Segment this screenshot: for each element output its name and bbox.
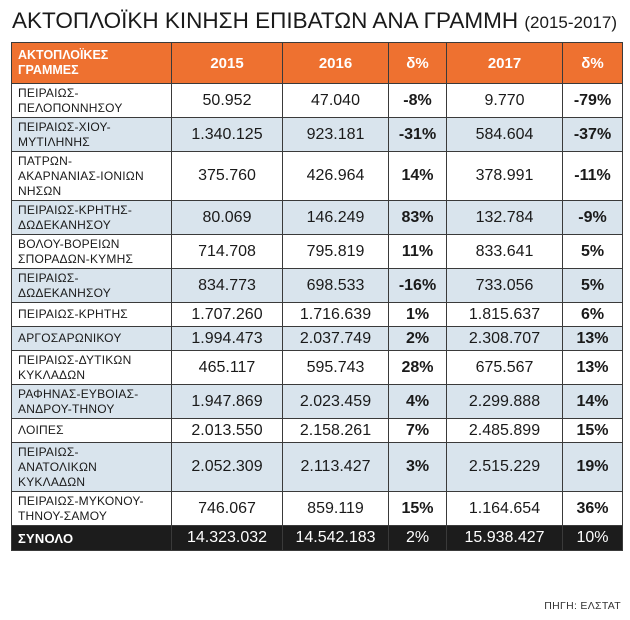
table-row xyxy=(12,84,623,118)
table-row xyxy=(12,443,623,492)
table-row xyxy=(12,118,623,152)
value-2016: 47.040 xyxy=(283,84,389,118)
value-2016: 146.249 xyxy=(283,201,389,235)
line-name-part: ΠΕΛΟΠΟΝΝΗΣΟΥ xyxy=(18,100,123,115)
table-row xyxy=(12,152,623,201)
line-name-cell xyxy=(12,84,172,118)
value-2015: 465.117 xyxy=(172,351,283,385)
value-2016: 698.533 xyxy=(283,269,389,303)
value-2016: 923.181 xyxy=(283,118,389,152)
delta-2: -9% xyxy=(563,201,623,235)
header-2015: 2015 xyxy=(172,43,283,84)
line-name-part: ΠΕΙΡΑΙΩΣ- xyxy=(18,270,79,285)
delta-2: 36% xyxy=(563,492,623,526)
delta-1: -31% xyxy=(389,118,447,152)
value-2017: 2.299.888 xyxy=(447,385,563,419)
table-row xyxy=(12,303,623,327)
line-name-part: ΛΟΙΠΕΣ xyxy=(18,423,64,437)
total-label: ΣΥΝΟΛΟ xyxy=(12,526,172,551)
line-name-part: ΝΗΣΩΝ xyxy=(18,183,62,198)
table-row xyxy=(12,201,623,235)
line-name-part: ΣΠΟΡΑΔΩΝ-ΚΥΜΗΣ xyxy=(18,251,134,266)
table-row xyxy=(12,419,623,443)
value-2015: 714.708 xyxy=(172,235,283,269)
total-2017: 15.938.427 xyxy=(447,526,563,551)
line-name-part: ΠΕΙΡΑΙΩΣ-ΚΡΗΤΗΣ xyxy=(18,307,128,321)
value-2016: 1.716.639 xyxy=(283,303,389,327)
table-row xyxy=(12,327,623,351)
header-lines: ΑΚΤΟΠΛΟΪΚΕΣ ΓΡΑΜΜΕΣ xyxy=(12,43,172,84)
value-2017: 675.567 xyxy=(447,351,563,385)
table-body xyxy=(12,84,623,551)
value-2015: 834.773 xyxy=(172,269,283,303)
value-2015: 375.760 xyxy=(172,152,283,201)
page-title xyxy=(12,4,617,38)
line-name-part: ΔΩΔΕΚΑΝΗΣΟΥ xyxy=(18,217,111,232)
delta-2: 5% xyxy=(563,269,623,303)
line-name-part: ΡΑΦΗΝΑΣ-ΕΥΒΟΙΑΣ- xyxy=(18,386,139,401)
value-2015: 1.340.125 xyxy=(172,118,283,152)
value-2016: 2.113.427 xyxy=(283,443,389,492)
line-name-cell xyxy=(12,351,172,385)
value-2017: 833.641 xyxy=(447,235,563,269)
value-2015: 1.947.869 xyxy=(172,385,283,419)
header-row xyxy=(12,43,623,84)
delta-2: 5% xyxy=(563,235,623,269)
line-name-cell xyxy=(12,385,172,419)
line-name-part: ΑΝΔΡΟΥ-ΤΗΝΟΥ xyxy=(18,401,115,416)
line-name-part: ΑΝΑΤΟΛΙΚΩΝ xyxy=(18,459,98,474)
delta-1: 2% xyxy=(389,327,447,351)
title-text: ΑΚΤΟΠΛΟΪΚΗ ΚΙΝΗΣΗ ΕΠΙΒΑΤΩΝ ΑΝΑ ΓΡΑΜΜΗ xyxy=(12,8,519,33)
line-name-part: ΠΕΙΡΑΙΩΣ-ΜΥΚΟΝΟΥ- xyxy=(18,493,144,508)
value-2017: 132.784 xyxy=(447,201,563,235)
value-2016: 2.037.749 xyxy=(283,327,389,351)
line-name-cell xyxy=(12,269,172,303)
delta-2: 13% xyxy=(563,351,623,385)
line-name-part: ΒΟΛΟΥ-ΒΟΡΕΙΩΝ xyxy=(18,236,120,251)
line-name-part: ΜΥΤΙΛΗΝΗΣ xyxy=(18,134,90,149)
line-name-cell xyxy=(12,303,172,327)
line-name-part: ΠΑΤΡΩΝ- xyxy=(18,153,73,168)
delta-1: 14% xyxy=(389,152,447,201)
line-name-part: ΠΕΙΡΑΙΩΣ- xyxy=(18,444,79,459)
total-row xyxy=(12,526,623,551)
table-row xyxy=(12,492,623,526)
delta-1: 3% xyxy=(389,443,447,492)
table-row xyxy=(12,235,623,269)
value-2015: 1.994.473 xyxy=(172,327,283,351)
value-2015: 50.952 xyxy=(172,84,283,118)
delta-2: 13% xyxy=(563,327,623,351)
delta-1: 4% xyxy=(389,385,447,419)
line-name-cell xyxy=(12,327,172,351)
delta-2: 19% xyxy=(563,443,623,492)
value-2017: 378.991 xyxy=(447,152,563,201)
source-note: ΠΗΓΗ: ΕΛΣΤΑΤ xyxy=(544,600,621,612)
total-delta-2: 10% xyxy=(563,526,623,551)
value-2017: 2.485.899 xyxy=(447,419,563,443)
value-2017: 9.770 xyxy=(447,84,563,118)
line-name-cell xyxy=(12,235,172,269)
table-row xyxy=(12,351,623,385)
line-name-part: ΠΕΙΡΑΙΩΣ- xyxy=(18,85,79,100)
total-2015: 14.323.032 xyxy=(172,526,283,551)
line-name-cell xyxy=(12,118,172,152)
value-2015: 1.707.260 xyxy=(172,303,283,327)
delta-2: 6% xyxy=(563,303,623,327)
value-2017: 584.604 xyxy=(447,118,563,152)
line-name-part: ΚΥΚΛΑΔΩΝ xyxy=(18,474,86,489)
line-name-cell xyxy=(12,201,172,235)
value-2017: 1.815.637 xyxy=(447,303,563,327)
title-years: (2015-2017) xyxy=(524,13,617,32)
line-name-part: ΠΕΙΡΑΙΩΣ-ΧΙΟΥ- xyxy=(18,119,111,134)
delta-1: 1% xyxy=(389,303,447,327)
line-name-part: ΑΚΑΡΝΑΝΙΑΣ-ΙΟΝΙΩΝ xyxy=(18,168,144,183)
delta-1: 15% xyxy=(389,492,447,526)
line-name-cell xyxy=(12,152,172,201)
value-2017: 2.515.229 xyxy=(447,443,563,492)
delta-1: 11% xyxy=(389,235,447,269)
value-2017: 1.164.654 xyxy=(447,492,563,526)
header-delta-2: δ% xyxy=(563,43,623,84)
delta-1: 28% xyxy=(389,351,447,385)
value-2015: 746.067 xyxy=(172,492,283,526)
line-name-part: ΚΥΚΛΑΔΩΝ xyxy=(18,367,86,382)
total-delta-1: 2% xyxy=(389,526,447,551)
total-2016: 14.542.183 xyxy=(283,526,389,551)
line-name-part: ΠΕΙΡΑΙΩΣ-ΚΡΗΤΗΣ- xyxy=(18,202,133,217)
line-name-part: ΤΗΝΟΥ-ΣΑΜΟΥ xyxy=(18,508,108,523)
line-name-cell xyxy=(12,419,172,443)
delta-1: -8% xyxy=(389,84,447,118)
value-2016: 426.964 xyxy=(283,152,389,201)
value-2015: 80.069 xyxy=(172,201,283,235)
delta-1: 83% xyxy=(389,201,447,235)
header-2016: 2016 xyxy=(283,43,389,84)
value-2016: 2.158.261 xyxy=(283,419,389,443)
line-name-cell xyxy=(12,492,172,526)
value-2017: 733.056 xyxy=(447,269,563,303)
delta-2: -37% xyxy=(563,118,623,152)
header-delta-1: δ% xyxy=(389,43,447,84)
line-name-part: ΑΡΓΟΣΑΡΩΝΙΚΟΥ xyxy=(18,331,122,345)
delta-1: -16% xyxy=(389,269,447,303)
value-2016: 859.119 xyxy=(283,492,389,526)
value-2016: 795.819 xyxy=(283,235,389,269)
delta-2: 15% xyxy=(563,419,623,443)
value-2016: 2.023.459 xyxy=(283,385,389,419)
value-2015: 2.013.550 xyxy=(172,419,283,443)
delta-2: -11% xyxy=(563,152,623,201)
delta-1: 7% xyxy=(389,419,447,443)
table-row xyxy=(12,385,623,419)
value-2015: 2.052.309 xyxy=(172,443,283,492)
delta-2: 14% xyxy=(563,385,623,419)
value-2016: 595.743 xyxy=(283,351,389,385)
line-name-part: ΔΩΔΕΚΑΝΗΣΟΥ xyxy=(18,285,111,300)
line-name-cell xyxy=(12,443,172,492)
passenger-table xyxy=(11,42,623,551)
delta-2: -79% xyxy=(563,84,623,118)
value-2017: 2.308.707 xyxy=(447,327,563,351)
header-2017: 2017 xyxy=(447,43,563,84)
line-name-part: ΠΕΙΡΑΙΩΣ-ΔΥΤΙΚΩΝ xyxy=(18,352,132,367)
table-row xyxy=(12,269,623,303)
